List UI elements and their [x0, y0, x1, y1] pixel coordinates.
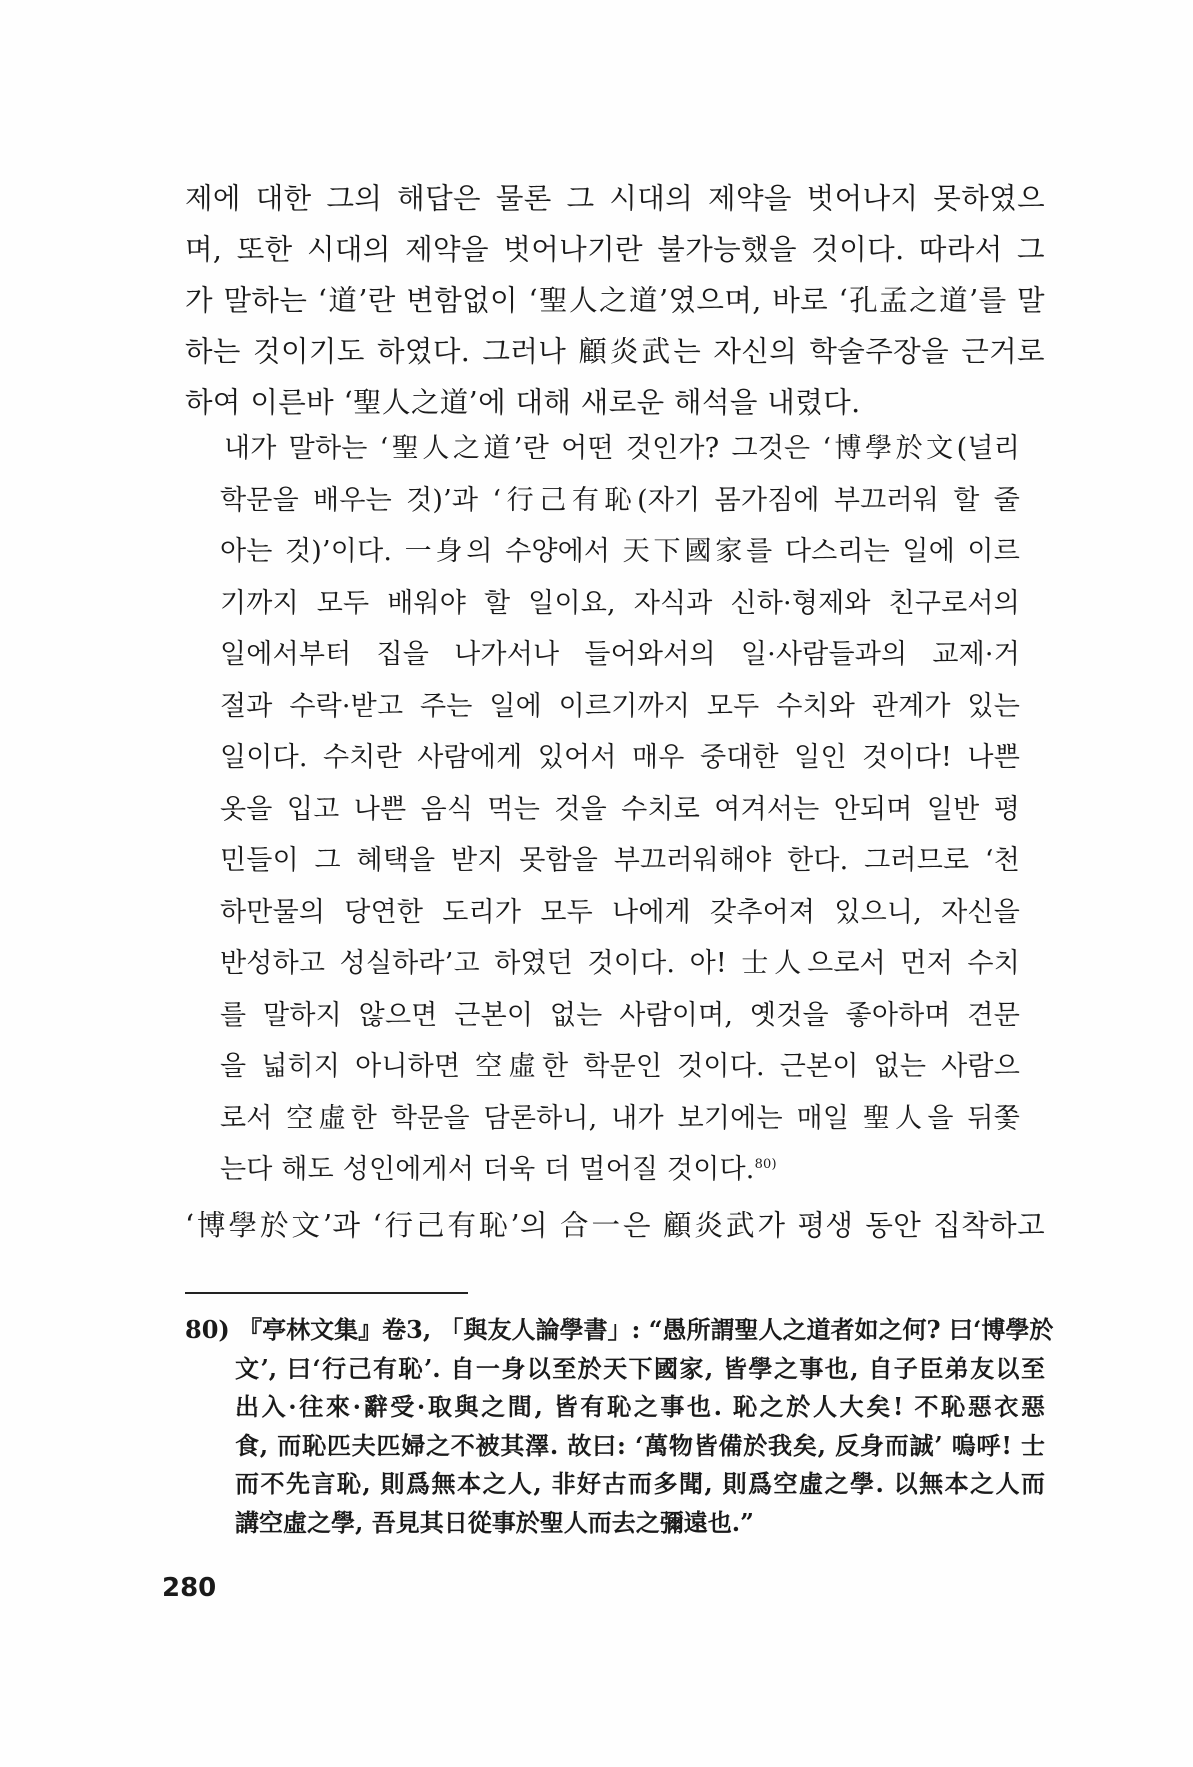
quote-line: 반성하고 성실하라’고 하였던 것이다. 아! 士人으로서 먼저 수치: [220, 948, 1020, 979]
quote-line: 절과 수락·받고 주는 일에 이르기까지 모두 수치와 관계가 있는: [220, 690, 1020, 722]
footnote-line: 出入·往來·辭受·取與之間, 皆有恥之事也. 恥之於人大矣! 不恥惡衣惡: [235, 1392, 1045, 1422]
page-number: 280: [162, 1573, 217, 1603]
quote-line: 학문을 배우는 것)’과 ‘行己有恥(자기 몸가짐에 부끄러워 할 줄: [220, 484, 1020, 516]
footnote-reference[interactable]: 80): [754, 1157, 777, 1172]
quote-line: 옷을 입고 나쁜 음식 먹는 것을 수치로 여겨서는 안되며 일반 평: [220, 793, 1020, 825]
quote-line: 일에서부터 집을 나가서나 들어와서의 일·사람들과의 교제·거: [220, 639, 1020, 670]
footnote-line: 文’, 曰‘行己有恥’. 自一身以至於天下國家, 皆學之事也, 自子臣弟友以至: [235, 1353, 1045, 1383]
text-line: 하는 것이기도 하였다. 그러나 顧炎武는 자신의 학술주장을 근거로: [185, 335, 1045, 368]
quote-line: 를 말하지 않으면 근본이 없는 사람이며, 옛것을 좋아하며 견문: [220, 999, 1020, 1031]
quote-line-text: 는다 해도 성인에게서 더욱 더 멀어질 것이다.: [220, 1154, 755, 1185]
quote-line: 기까지 모두 배워야 할 일이요, 자식과 신하·형제와 친구로서의: [220, 587, 1020, 619]
quote-line: 로서 空虛한 학문을 담론하니, 내가 보기에는 매일 聖人을 뒤쫓: [220, 1102, 1020, 1134]
footnote-line-first: [185, 1311, 1054, 1350]
footnote-text: 『亭林文集』卷3, 「與友人論學書」: “愚所謂聖人之道者如之何? 曰‘博學於: [238, 1315, 1054, 1344]
text-line: ‘博學於文’과 ‘行己有恥’의 合一은 顧炎武가 평생 동안 집착하고: [185, 1209, 1045, 1242]
quote-line: 일이다. 수치란 사람에게 있어서 매우 중대한 일인 것이다! 나쁜: [220, 742, 1020, 773]
footnote-line: 食, 而恥匹夫匹婦之不被其澤. 故曰: ‘萬物皆備於我矣, 反身而誠’ 嗚呼! 士: [235, 1430, 1045, 1460]
text-line: 하여 이른바 ‘聖人之道’에 대해 새로운 해석을 내렸다.: [185, 386, 861, 419]
footnote: [185, 1311, 1054, 1543]
text-line: 가 말하는 ‘道’란 변함없이 ‘聖人之道’였으며, 바로 ‘孔孟之道’를 말: [185, 284, 1045, 317]
quote-line: 민들이 그 혜택을 받지 못함을 부끄러워해야 한다. 그러므로 ‘천: [220, 845, 1020, 876]
text-line: 며, 또한 시대의 제약을 벗어나기란 불가능했을 것이다. 따라서 그: [185, 233, 1045, 266]
quote-line: 하만물의 당연한 도리가 모두 나에게 갖추어져 있으니, 자신을: [220, 896, 1020, 928]
footnote-line: 而不先言恥, 則爲無本之人, 非好古而多聞, 則爲空虛之學. 以無本之人而: [235, 1469, 1045, 1499]
text-line: 제에 대한 그의 해답은 물론 그 시대의 제약을 벗어나지 못하였으: [185, 182, 1045, 215]
block-quote: [220, 423, 1020, 1196]
body-paragraph-2: [185, 1200, 1045, 1251]
quote-line: 을 넓히지 아니하면 空虛한 학문인 것이다. 근본이 없는 사람으: [220, 1051, 1020, 1082]
quote-line: 내가 말하는 ‘聖人之道’란 어떤 것인가? 그것은 ‘博學於文(널리: [224, 433, 1020, 464]
quote-line-last: [220, 1144, 1020, 1196]
footnote-line: 講空虛之學, 吾見其日從事於聖人而去之彌遠也.”: [235, 1507, 754, 1537]
footnote-label: 80): [185, 1315, 230, 1344]
body-paragraph-1: [185, 173, 1045, 428]
footnote-divider: [185, 1292, 468, 1294]
quote-line: 아는 것)’이다. 一身의 수양에서 天下國家를 다스리는 일에 이르: [220, 536, 1020, 567]
